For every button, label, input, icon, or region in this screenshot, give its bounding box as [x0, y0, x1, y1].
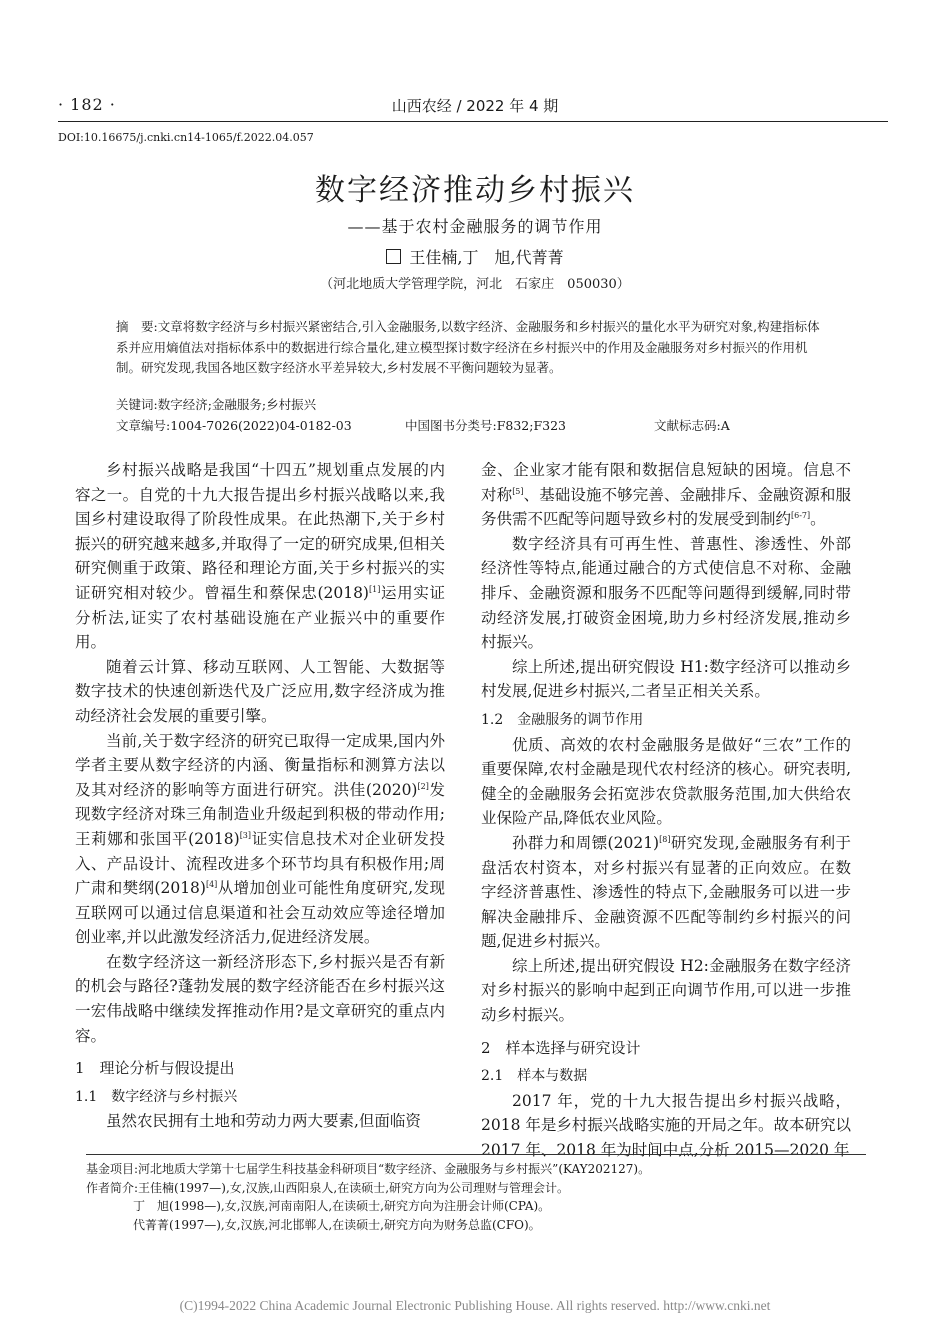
paragraph: 2017 年，党的十九大报告提出乡村振兴战略，2018 年是乡村振兴战略实施的开局之年。故本研究以 2017 年、2018 年为时间中点,分析 2015—2020 年 — [481, 1091, 851, 1160]
paragraph: 综上所述,提出研究假设 H2:金融服务在数字经济对乡村振兴的影响中起到正向调节作用,可以进一步推动乡村振兴。 — [481, 956, 851, 1025]
abstract-label: 摘 要: — [116, 319, 158, 334]
paragraph: 优质、高效的农村金融服务是做好“三农”工作的重要保障,农村金融是现代农村经济的核心。研究表明,健全的金融服务会拓宽涉农贷款服务范围,加大供给农业保险产品,降低农业风险。 — [481, 735, 851, 828]
paragraph: 乡村振兴战略是我国“十四五”规划重点发展的内容之一。自党的十九大报告提出乡村振兴战略以来,我国乡村建设取得了阶段性成果。在此热潮下,关于乡村振兴的研究越来越多,并取得了一定的研究成果,但相关研究侧重于政策、路径和理论方面,关于乡村振兴的实证研究相对较少。曾福生和蔡保忠(2018)[1]运用实证分析法,证实了农村基础设施在产业振兴中的重要作用。 — [75, 461, 445, 652]
paragraph: 综上所述,提出研究假设 H1:数字经济可以推动乡村发展,促进乡村振兴,二者呈正相关关系。 — [481, 657, 851, 701]
article-number: 文章编号:1004-7026(2022)04-0182-03 — [116, 418, 352, 433]
author-note: 丁 旭(1998—),女,汉族,河南南阳人,在读硕士,研究方向为注册会计师(CPA)。 — [133, 1199, 551, 1213]
citation: [3] — [239, 830, 252, 840]
right-column — [481, 458, 851, 1163]
citation: [5] — [512, 486, 524, 496]
author-note: 作者简介:王佳楠(1997—),女,汉族,山西阳泉人,在读硕士,研究方向为公司理财与管理会计。 — [86, 1180, 570, 1195]
fund-note: 基金项目:河北地质大学第十七届学生科技基金科研项目“数字经济、金融服务与乡村振兴”(KAY202127)。 — [86, 1162, 651, 1176]
abstract-text: 文章将数字经济与乡村振兴紧密结合,引入金融服务,以数字经济、金融服务和乡村振兴的量化水平为研究对象,构建指标体系并应用熵值法对指标体系中的数据进行综合量化,建立模型探讨数字经济在乡村振兴中的作用及金融服务对乡村振兴的作用机制。研究发现,我国各地区数字经济水平差异较大,乡村发展不平衡问题较为显著。 — [116, 319, 820, 375]
citation: [1] — [368, 584, 381, 594]
section-heading: 2 样本选择与研究设计 — [481, 1038, 641, 1057]
citation: [8] — [659, 834, 671, 844]
author-names: 王佳楠,丁 旭,代菁菁 — [409, 248, 564, 267]
header-rule — [58, 121, 888, 122]
subsection-heading: 1.1 数字经济与乡村振兴 — [75, 1088, 238, 1105]
author-note: 代菁菁(1997—),女,汉族,河北邯郸人,在读硕士,研究方向为财务总监(CFO)。 — [133, 1217, 541, 1232]
paragraph: 数字经济具有可再生性、普惠性、渗透性、外部经济性等特点,能通过融合的方式使信息不对称、金融排斥、金融资源和服务不匹配等问题得到缓解,同时带动经济发展,打破资金困境,助力乡村经济发展,推动乡村振兴。 — [481, 534, 851, 652]
left-column — [75, 458, 445, 1134]
paragraph: 随着云计算、移动互联网、人工智能、大数据等数字技术的快速创新迭代及广泛应用,数字经济成为推动经济社会发展的重要引擎。 — [75, 657, 445, 725]
paper-title: 数字经济推动乡村振兴 — [315, 173, 635, 208]
journal-header: 山西农经 / 2022 年 4 期 — [391, 97, 559, 115]
paragraph: 当前,关于数字经济的研究已取得一定成果,国内外学者主要从数字经济的内涵、衡量指标和测算方法以及其对经济的影响等方面进行研究。洪佳(2020)[2]发现数字经济对珠三角制造业升级起到积极的带动作用;王莉娜和张国平(2018)[3]证实信息技术对企业研发投入、产品设计、流程改进多个环节均具有积极作用;周广肃和樊纲(2018)[4]从增加创业可能性角度研究,发现互联网可以通过信息渠道和社会互动效应等途径增加创业率,并以此激发经济活力,促进经济发展。 — [75, 731, 445, 947]
footnotes — [86, 1160, 650, 1234]
citation: [6-7] — [791, 511, 811, 521]
subsection-heading: 2.1 样本与数据 — [481, 1068, 588, 1085]
paragraph: 在数字经济这一新经济形态下,乡村振兴是否有新的机会与路径?蓬勃发展的数字经济能否在乡村振兴这一宏伟战略中继续发挥推动作用?是文章研究的重点内容。 — [75, 952, 445, 1045]
subsection-heading: 1.2 金融服务的调节作用 — [481, 711, 644, 728]
citation: [2] — [417, 781, 429, 791]
citation: [4] — [205, 880, 218, 890]
affiliation: （河北地质大学管理学院，河北 石家庄 050030） — [320, 277, 630, 292]
page-number: · 182 · — [58, 95, 116, 114]
footnote-rule — [86, 1154, 866, 1155]
doi: DOI:10.16675/j.cnki.cn14-1065/f.2022.04.057 — [58, 131, 314, 144]
document-code: 文献标志码:A — [654, 418, 730, 433]
clc-number: 中国图书分类号:F832;F323 — [405, 418, 566, 433]
paragraph: 虽然农民拥有土地和劳动力两大要素,但面临资 — [106, 1112, 421, 1131]
paragraph: 孙群力和周镖(2021)[8]研究发现,金融服务有利于盘活农村资本，对乡村振兴有显著的正向效应。在数字经济普惠性、渗透性的特点下,金融服务可以进一步解决金融排斥、金融资源不匹配等制约乡村振兴的问题,促进乡村振兴。 — [481, 833, 851, 951]
section-heading: 1 理论分析与假设提出 — [75, 1059, 235, 1078]
paper-subtitle: ——基于农村金融服务的调节作用 — [347, 217, 603, 236]
abstract — [116, 317, 822, 379]
author-box-icon — [386, 249, 401, 264]
copyright-watermark: (C)1994-2022 China Academic Journal Electronic Publishing House. All rights reserved. http://www.cnki.net — [179, 1298, 771, 1313]
keywords: 关键词:数字经济;金融服务;乡村振兴 — [116, 397, 317, 412]
authors — [0, 245, 950, 268]
paragraph: 金、企业家才能有限和数据信息短缺的困境。信息不对称[5]、基础设施不够完善、金融排斥、金融资源和服务供需不匹配等问题导致乡村的发展受到制约[6-7]。 — [481, 461, 851, 529]
